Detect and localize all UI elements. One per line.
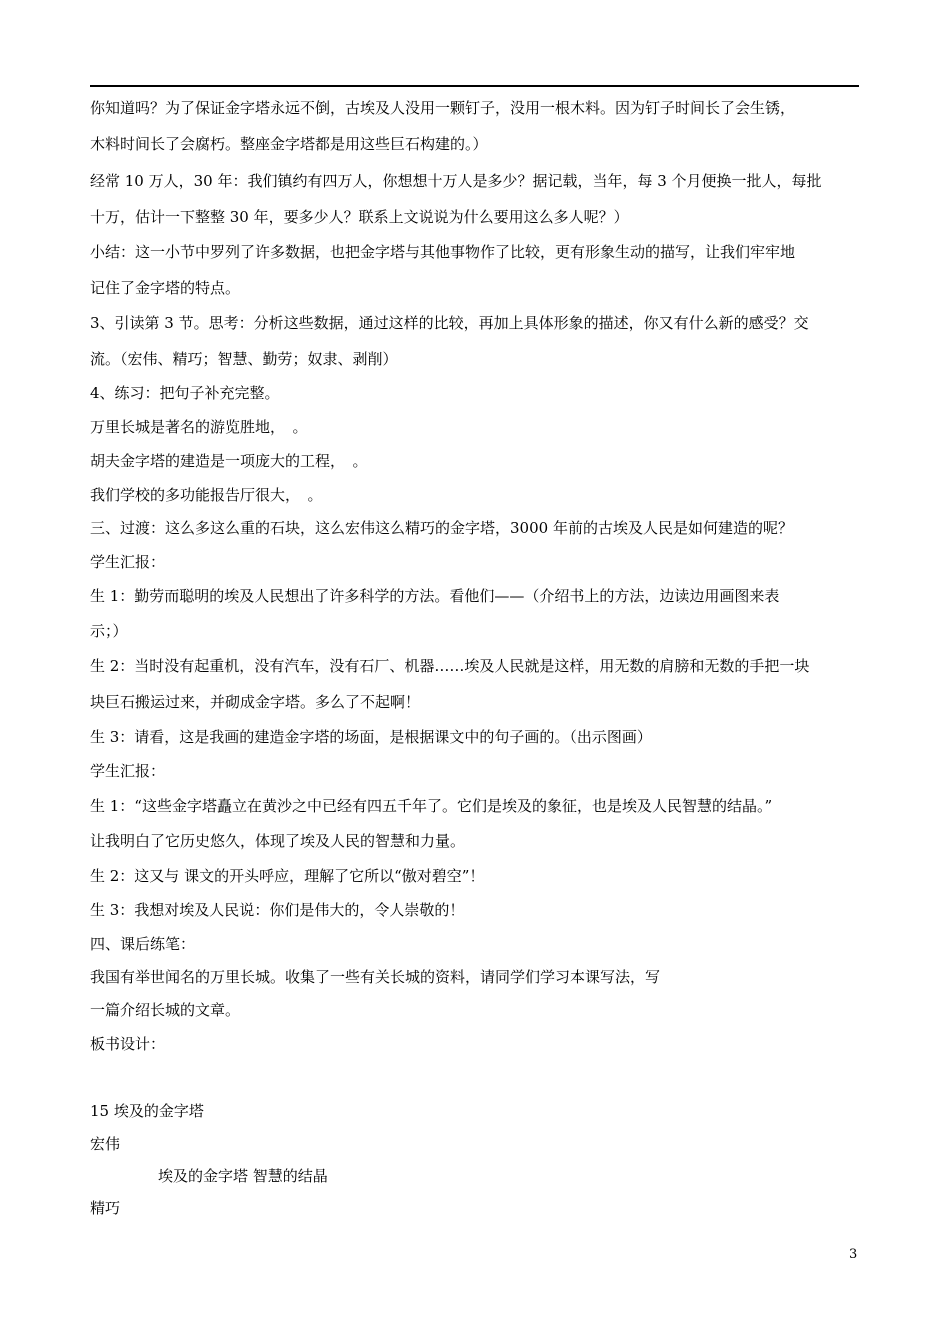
text-line: 4、练习：把句子补充完整。	[90, 384, 280, 402]
header-rule	[90, 85, 859, 87]
text-line: 3、引读第 3 节。思考：分析这些数据，通过这样的比较，再加上具体形象的描述，你又有什么新的感受？交	[90, 314, 809, 332]
text-line: 学生汇报：	[90, 762, 166, 780]
text-line: 生 1：勤劳而聪明的埃及人民想出了许多科学的方法。看他们——（介绍书上的方法，边读边用画图来表	[90, 587, 780, 605]
text-line: 胡夫金字塔的建造是一项庞大的工程， 。	[90, 452, 368, 470]
board-design-title: 15 埃及的金字塔	[90, 1102, 204, 1120]
text-line: 经常 10 万人，30 年：我们镇约有四万人，你想想十万人是多少？据记载，当年，每 3 个月便换一批人，每批	[90, 172, 822, 190]
text-line: 生 1：“这些金字塔矗立在黄沙之中已经有四五千年了。它们是埃及的象征，也是埃及人民智慧的结晶。”	[90, 797, 773, 815]
text-line: 一篇介绍长城的文章。	[90, 1001, 241, 1019]
board-design-item: 埃及的金字塔 智慧的结晶	[158, 1167, 328, 1185]
text-line: 生 3：我想对埃及人民说：你们是伟大的，令人崇敬的！	[90, 901, 465, 919]
text-line: 生 3：请看，这是我画的建造金字塔的场面，是根据课文中的句子画的。（出示图画）	[90, 728, 652, 746]
page-number: 3	[849, 1247, 858, 1262]
text-line: 你知道吗？为了保证金字塔永远不倒，古埃及人没用一颗钉子，没用一根木料。因为钉子时间长了会生锈，	[90, 99, 796, 117]
text-line: 十万，估计一下整整 30 年，要多少人？联系上文说说为什么要用这么多人呢？）	[90, 208, 629, 226]
text-line: 木料时间长了会腐朽。整座金字塔都是用这些巨石构建的。）	[90, 135, 488, 153]
text-line: 生 2：这又与 课文的开头呼应，理解了它所以“傲对碧空”！	[90, 867, 485, 885]
text-line: 示；）	[90, 622, 128, 640]
text-line: 三、过渡：这么多这么重的石块，这么宏伟这么精巧的金字塔，3000 年前的古埃及人民是如何建造的呢？	[90, 519, 793, 537]
text-line: 记住了金字塔的特点。	[90, 279, 241, 297]
text-line: 小结：这一小节中罗列了许多数据，也把金字塔与其他事物作了比较，更有形象生动的描写，让我们牢牢地	[90, 243, 796, 261]
text-line: 让我明白了它历史悠久，体现了埃及人民的智慧和力量。	[90, 832, 466, 850]
text-line: 我们学校的多功能报告厅很大， 。	[90, 486, 323, 504]
text-line: 我国有举世闻名的万里长城。收集了一些有关长城的资料，请同学们学习本课写法，写	[90, 968, 661, 986]
board-design-item: 宏伟	[90, 1135, 121, 1153]
text-line: 板书设计：	[90, 1035, 166, 1053]
board-design-item: 精巧	[90, 1199, 121, 1217]
text-line: 块巨石搬运过来，并砌成金字塔。多么了不起啊！	[90, 693, 421, 711]
text-line: 学生汇报：	[90, 553, 166, 571]
text-line: 生 2：当时没有起重机，没有汽车，没有石厂、机器……埃及人民就是这样，用无数的肩膀和无数的手把一块	[90, 657, 810, 675]
text-line: 万里长城是著名的游览胜地， 。	[90, 418, 308, 436]
text-line: 流。（宏伟、精巧；智慧、勤劳；奴隶、剥削）	[90, 350, 398, 368]
text-line: 四、课后练笔：	[90, 935, 196, 953]
